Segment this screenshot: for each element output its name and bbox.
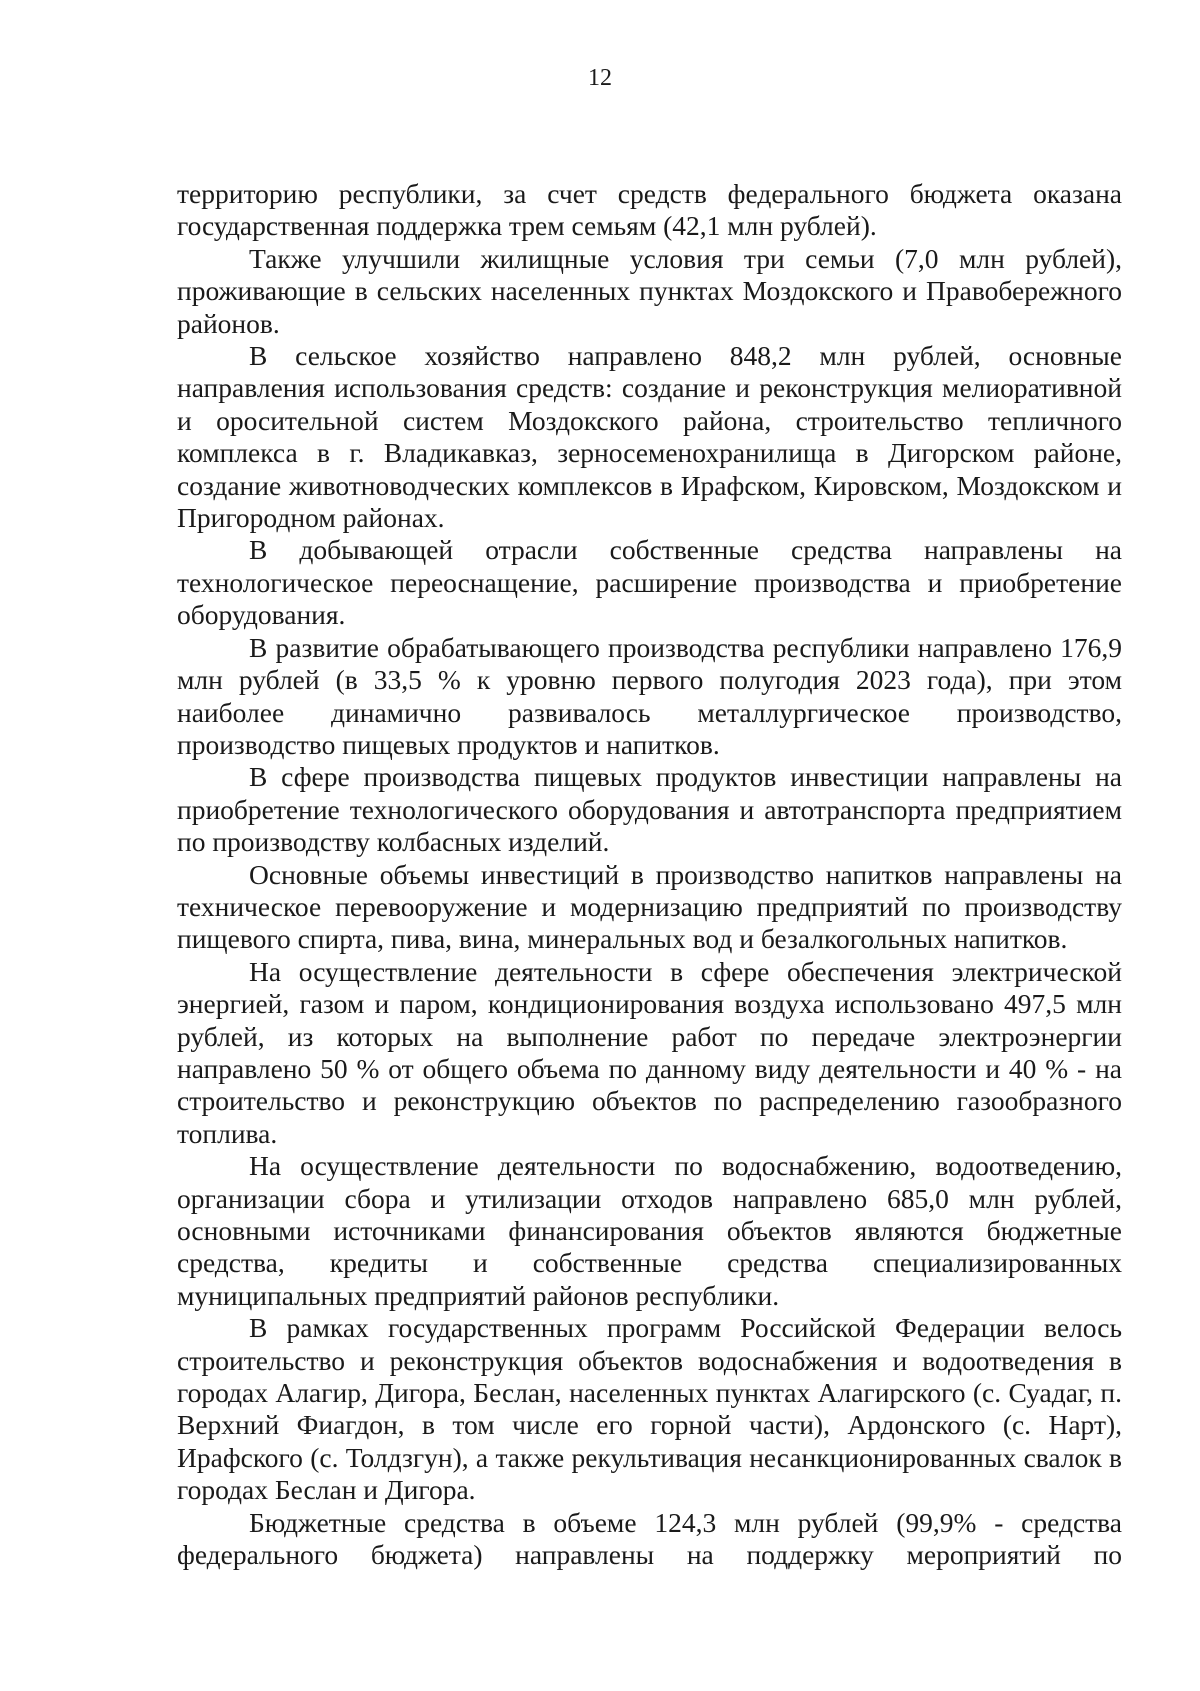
paragraph-manufacturing: В развитие обрабатывающего производства республики направлено 176,9 млн рублей (в 33,5 % к уровню первого полугодия 2023 года), при этом наиболее динамично развивалось металлургическое производство, производство пищевых продуктов и напитков.: [177, 631, 1122, 760]
document-body: [177, 178, 1122, 1571]
paragraph-beverages: Основные объемы инвестиций в производство напитков направлены на техническое перевооружение и модернизацию предприятий по производству пищевого спирта, пива, вина, минеральных вод и безалкогольных напитков.: [177, 858, 1122, 955]
paragraph-water-supply: На осуществление деятельности по водоснабжению, водоотведению, организации сбора и утилизации отходов направлено 685,0 млн рублей, основными источниками финансирования объектов являются бюджетные средства, кредиты и собственные средства специализированных муниципальных предприятий районов республики.: [177, 1150, 1122, 1311]
paragraph-housing-rural: Также улучшили жилищные условия три семьи (7,0 млн рублей), проживающие в сельских населенных пунктах Моздокского и Правобережного районов.: [177, 242, 1122, 339]
paragraph-energy: На осуществление деятельности в сфере обеспечения электрической энергией, газом и паром, кондиционирования воздуха использовано 497,5 млн рублей, из которых на выполнение работ по передаче электроэнергии направлено 50 % от общего объема по данному виду деятельности и 40 % - на строительство и реконструкцию объектов по распределению газообразного топлива.: [177, 955, 1122, 1149]
paragraph-continuation: территорию республики, за счет средств федерального бюджета оказана государственная поддержка трем семьям (42,1 млн рублей).: [177, 178, 1122, 242]
paragraph-agriculture: В сельское хозяйство направлено 848,2 млн рублей, основные направления использования средств: создание и реконструкция мелиоративной и оросительной систем Моздокского района, строительство тепличного комплекса в г. Владикавказ, зерносеменохранилища в Дигорском районе, создание животноводческих комплексов в Ирафском, Кировском, Моздокском и Пригородном районах.: [177, 340, 1122, 534]
paragraph-state-programs: В рамках государственных программ Российской Федерации велось строительство и реконструкция объектов водоснабжения и водоотведения в городах Алагир, Дигора, Беслан, населенных пунктах Алагирского (с. Суадаг, п. Верхний Фиагдон, в том числе его горной части), Ардонского (с. Нарт), Ирафского (с. Толдзгун), а также рекультивация несанкционированных свалок в городах Беслан и Дигора.: [177, 1312, 1122, 1506]
page-number: 12: [588, 65, 612, 91]
paragraph-mining: В добывающей отрасли собственные средства направлены на технологическое переоснащение, расширение производства и приобретение оборудования.: [177, 534, 1122, 631]
paragraph-budget-funds: Бюджетные средства в объеме 124,3 млн рублей (99,9% - средства федерального бюджета) направлены на поддержку мероприятий по: [177, 1506, 1122, 1571]
paragraph-food-products: В сфере производства пищевых продуктов инвестиции направлены на приобретение технологического оборудования и автотранспорта предприятием по производству колбасных изделий.: [177, 761, 1122, 858]
